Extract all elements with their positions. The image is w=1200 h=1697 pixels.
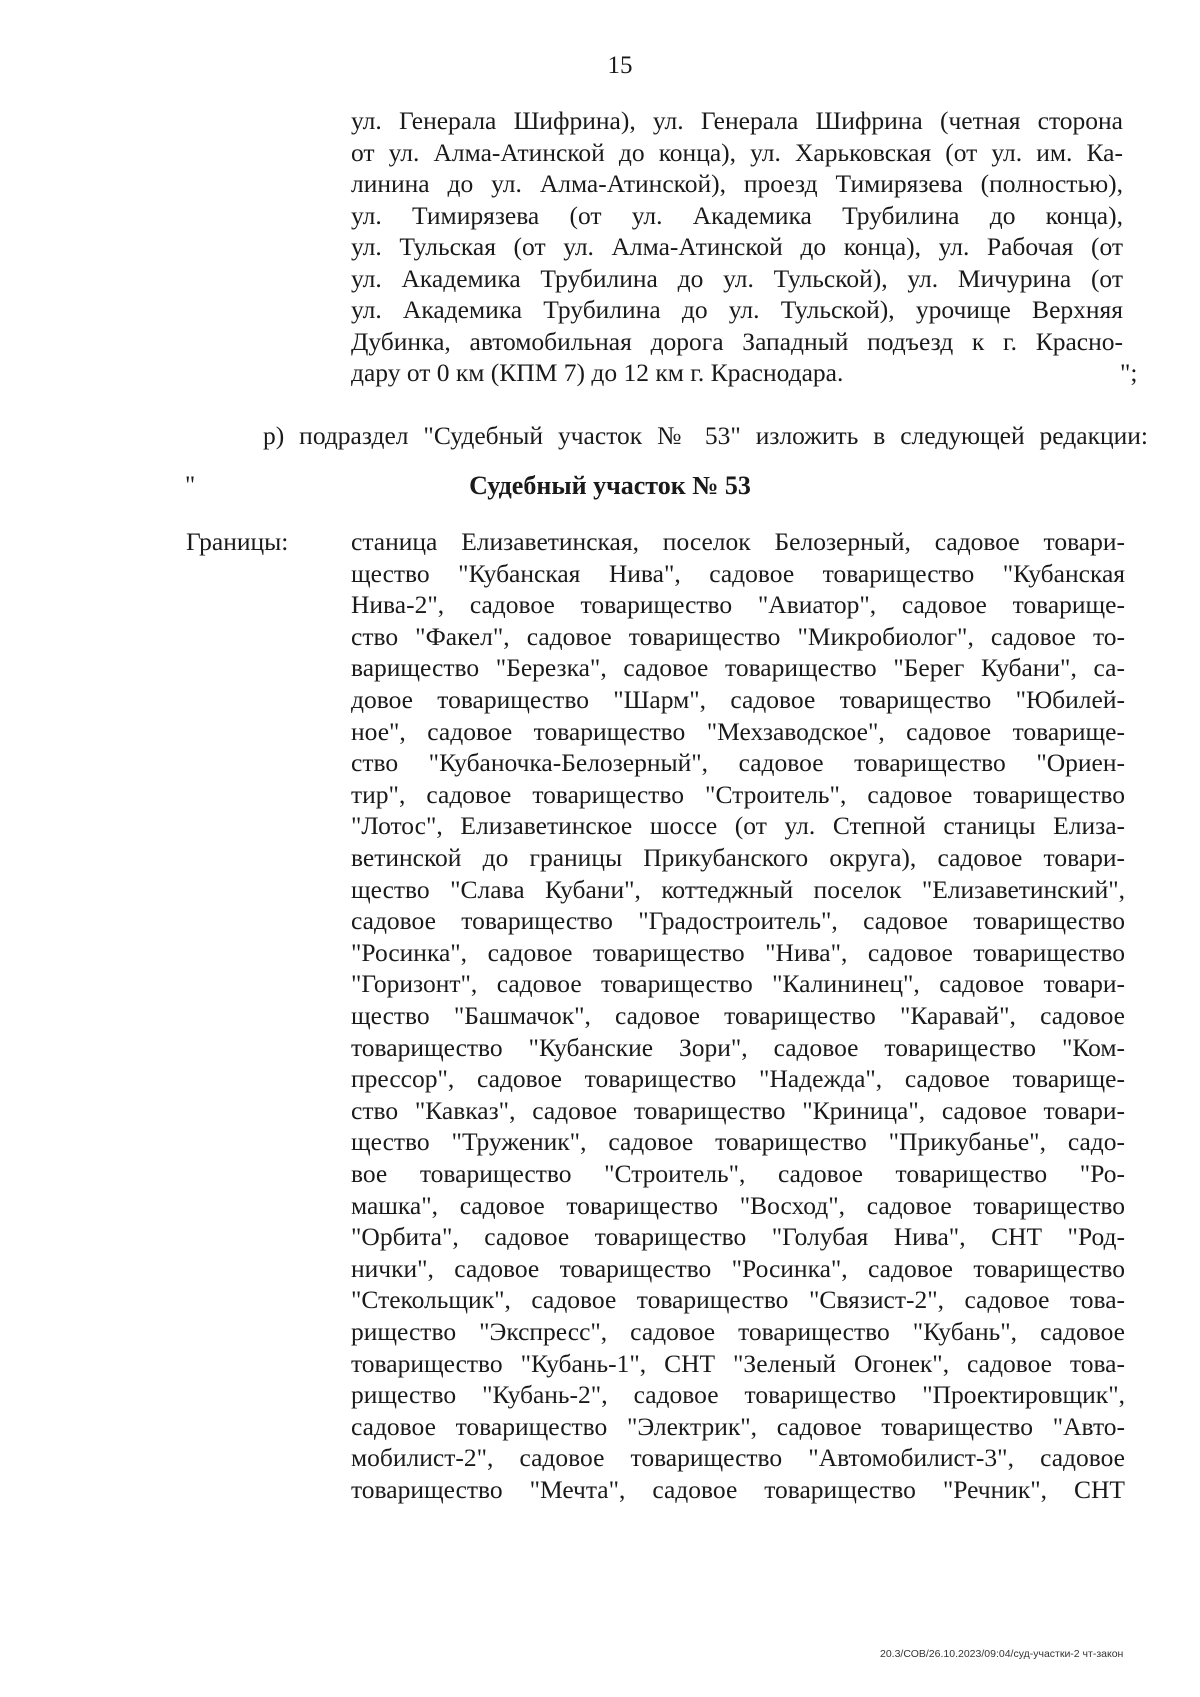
text-line: станица Елизаветинская, поселок Белозерный, садовое товари-: [351, 527, 1125, 556]
text-line: ство "Кубаночка-Белозерный", садовое товарищество "Ориен-: [351, 748, 1125, 778]
text-line: прессор", садовое товарищество "Надежда", садовое товарище-: [351, 1064, 1125, 1094]
text-line: ул. Тульская (от ул. Алма-Атинской до конца), ул. Рабочая (от: [351, 232, 1123, 261]
text-line: довое товарищество "Шарм", садовое товарищество "Юбилей-: [351, 685, 1125, 714]
footer-reference: 20.3/СОВ/26.10.2023/09:04/суд-участки-2 чт-закон: [880, 1648, 1124, 1660]
text-line: варищество "Березка", садовое товарищество "Берег Кубани", са-: [351, 653, 1125, 683]
text-line: рищество "Экспресс", садовое товарищество "Кубань", садовое: [351, 1317, 1125, 1346]
text-line: ул. Академика Трубилина до ул. Тульской), ул. Мичурина (от: [351, 264, 1123, 293]
page-number: 15: [607, 52, 633, 79]
text-line: товарищество "Кубань-1", СНТ "Зеленый Огонек", садовое това-: [351, 1348, 1125, 1378]
text-line: вое товарищество "Строитель", садовое товарищество "Ро-: [351, 1159, 1125, 1188]
text-line: от ул. Алма-Атинской до конца), ул. Харьковская (от ул. им. Ка-: [351, 138, 1123, 167]
closing-quote: ";: [1120, 358, 1138, 387]
text-line: "Орбита", садовое товарищество "Голубая Нива", СНТ "Род-: [351, 1222, 1125, 1252]
text-line: ул. Тимирязева (от ул. Академика Трубилина до конца),: [351, 201, 1123, 230]
text-line: садовое товарищество "Электрик", садовое товарищество "Авто-: [351, 1411, 1125, 1441]
borders-label: Границы:: [186, 527, 289, 556]
text-line: нички", садовое товарищество "Росинка", садовое товарищество: [351, 1253, 1125, 1283]
text-line: линина до ул. Алма-Атинской), проезд Тимирязева (полностью),: [351, 169, 1123, 198]
text-line: "Стекольщик", садовое товарищество "Связист-2", садовое това-: [351, 1285, 1125, 1315]
text-line: ул. Генерала Шифрина), ул. Генерала Шифрина (четная сторона: [351, 106, 1123, 135]
text-line: дару от 0 км (КПМ 7) до 12 км г. Краснодара.: [351, 358, 844, 387]
text-line: щество "Труженик", садовое товарищество "Прикубанье", садо-: [351, 1127, 1125, 1157]
text-line: тир", садовое товарищество "Строитель", садовое товарищество: [351, 779, 1125, 809]
text-line: "Лотос", Елизаветинское шоссе (от ул. Степной станицы Елиза-: [351, 811, 1125, 841]
text-line: мобилист-2", садовое товарищество "Автомобилист-3", садовое: [351, 1443, 1125, 1473]
subsection-intro: р) подраздел "Судебный участок № 53" изложить в следующей редакции:: [263, 421, 1148, 450]
text-line: ство "Кавказ", садовое товарищество "Криница", садовое товари-: [351, 1095, 1125, 1125]
text-line: ветинской до границы Прикубанского округа), садовое товари-: [351, 843, 1125, 872]
text-line: товарищество "Кубанские Зори", садовое товарищество "Ком-: [351, 1032, 1125, 1062]
text-line: щество "Слава Кубани", коттеджный поселок "Елизаветинский",: [351, 874, 1125, 904]
section-title: Судебный участок № 53: [469, 471, 751, 500]
text-line: щество "Кубанская Нива", садовое товарищество "Кубанская: [351, 558, 1125, 588]
opening-quote: ": [185, 472, 196, 499]
text-line: "Горизонт", садовое товарищество "Калининец", садовое товари-: [351, 969, 1125, 999]
text-line: щество "Башмачок", садовое товарищество "Каравай", садовое: [351, 1001, 1125, 1030]
text-line: ство "Факел", садовое товарищество "Микробиолог", садовое то-: [351, 621, 1125, 651]
text-line: садовое товарищество "Градостроитель", садовое товарищество: [351, 906, 1125, 936]
text-line: Дубинка, автомобильная дорога Западный подъезд к г. Красно-: [351, 327, 1123, 356]
text-line: ное", садовое товарищество "Мехзаводское", садовое товарище-: [351, 716, 1125, 746]
text-line: рищество "Кубань-2", садовое товарищество "Проектировщик",: [351, 1380, 1125, 1410]
text-line: товарищество "Мечта", садовое товарищество "Речник", СНТ: [351, 1475, 1125, 1504]
text-line: Нива-2", садовое товарищество "Авиатор", садовое товарище-: [351, 590, 1125, 620]
text-line: ул. Академика Трубилина до ул. Тульской), урочище Верхняя: [351, 295, 1123, 324]
text-line: машка", садовое товарищество "Восход", садовое товарищество: [351, 1190, 1125, 1220]
text-line: "Росинка", садовое товарищество "Нива", садовое товарищество: [351, 937, 1125, 967]
